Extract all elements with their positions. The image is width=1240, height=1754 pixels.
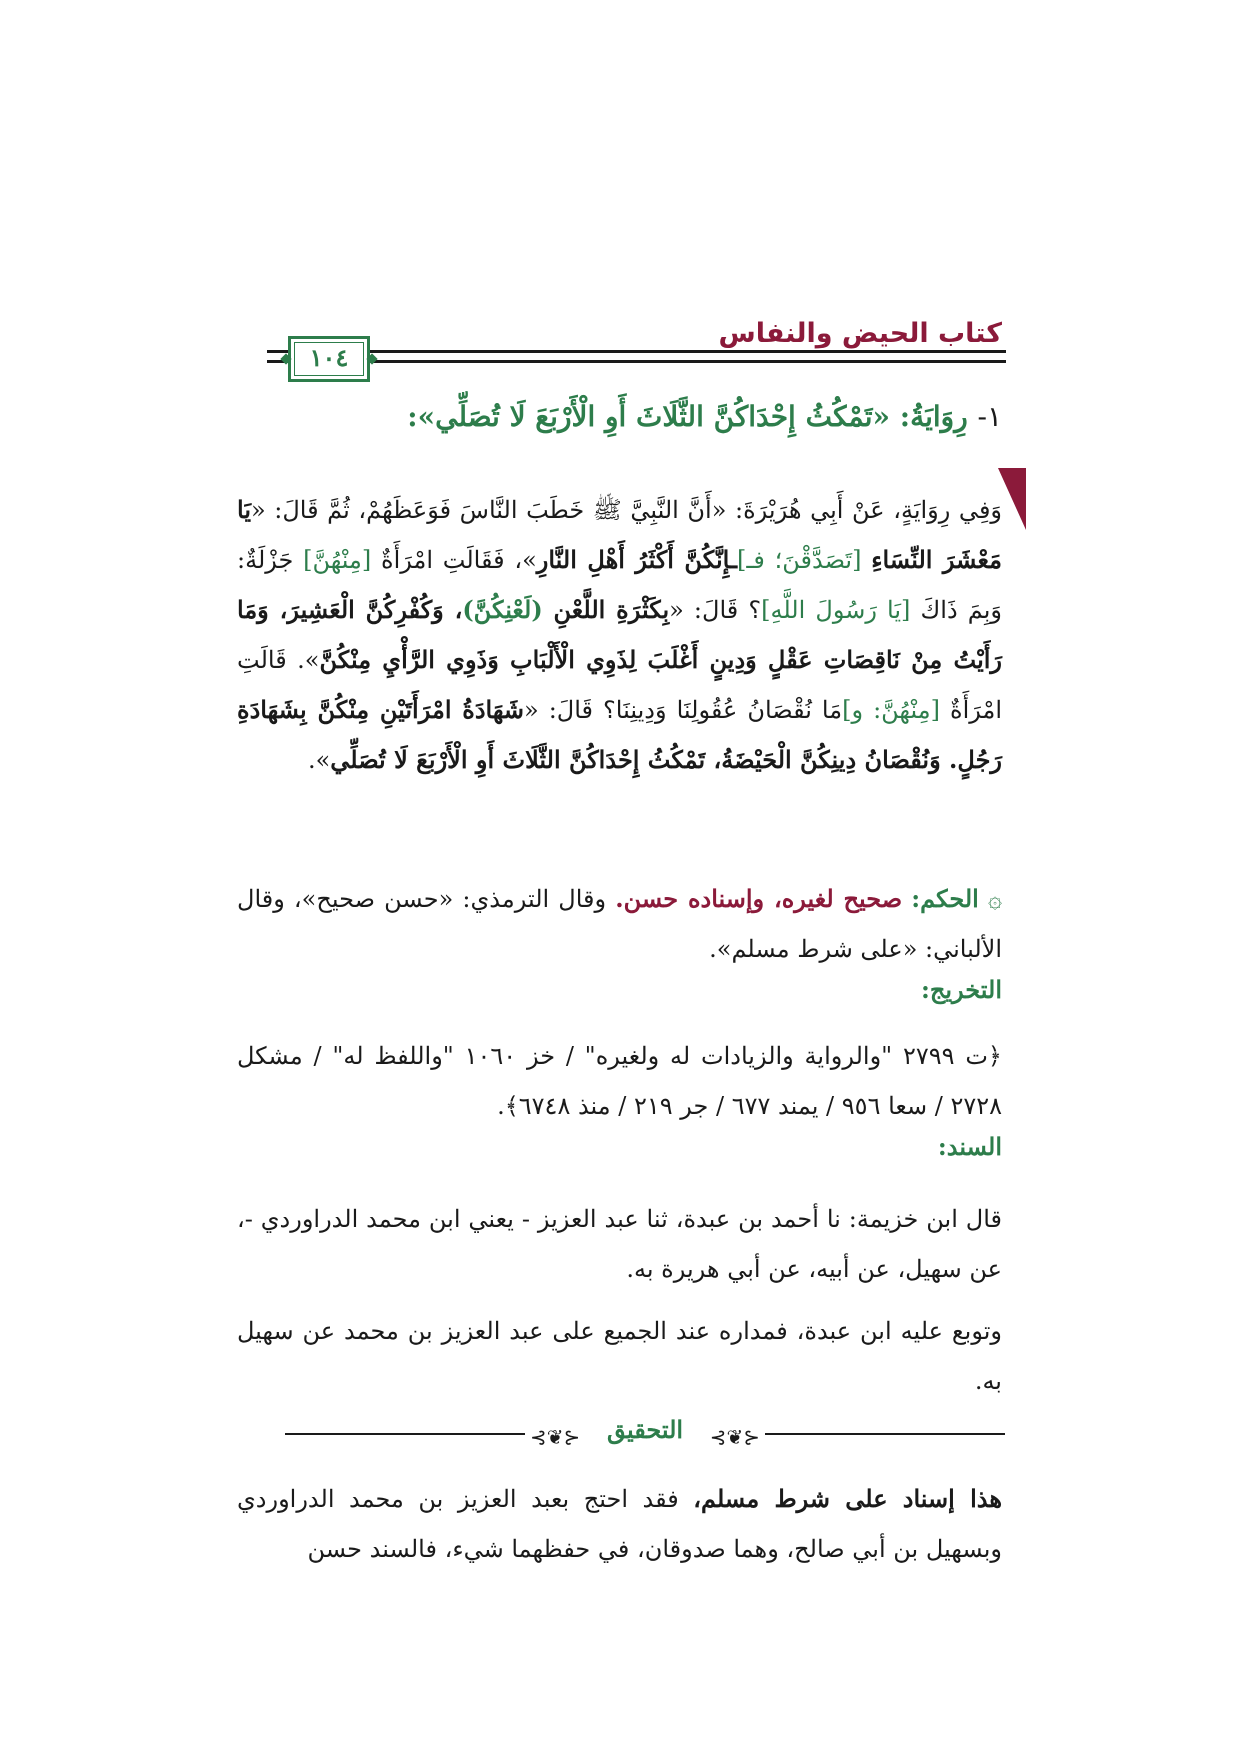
variant-addition: [مِنْهُنَّ: و] <box>842 696 940 724</box>
ruling-paragraph <box>237 874 1002 974</box>
book-title: كتاب الحيض والنفاس <box>718 318 1002 349</box>
hadith-segment: وَفِي رِوَايَةٍ، عَنْ أَبِي هُرَيْرَةَ: «أَنَّ النَّبِيَّ ﷺ خَطَبَ النَّاسَ فَوَعَظَهُمْ، ثُمَّ قَالَ: « <box>251 496 1002 524</box>
hadith-segment: »، فَقَالَتِ امْرَأَةٌ <box>371 546 537 574</box>
header-rule-top <box>267 350 1006 353</box>
hadith-segment: ». <box>307 746 331 774</box>
swirl-ornament-icon: ⊰❦⊱ <box>530 1425 581 1449</box>
section-title-text: رِوَايَةُ: «تَمْكُثُ إِحْدَاكُنَّ الثَّلَاثَ أَوِ الْأَرْبَعَ لَا تُصَلِّي»: <box>407 400 968 433</box>
hadith-segment: ». قَالَتِ امْرَأَةٌ <box>237 646 1003 724</box>
tahqiq-heading: التحقيق <box>606 1415 684 1444</box>
header-rule-bottom <box>267 360 1006 363</box>
hadith-segment: جَزْلَةٌ: وَبِمَ ذَاكَ <box>237 546 1002 624</box>
prophetic-quote: يَا مَعْشَرَ النِّسَاءِ <box>237 495 1002 574</box>
takhrij-text: ﴿ت ٢٧٩٩ "والرواية والزيادات له ولغيره" / خز ١٠٦٠ "واللفظ له" / مشكل ٢٧٢٨ / سعا ٩٥٦ / يمند ٦٧٧ / جر ٢١٩ / منذ ٦٧٤٨﴾. <box>237 1042 1002 1120</box>
hadith-segment: مَا نُقْصَانُ عُقُولِنَا وَدِينِنَا؟ قَالَ: « <box>524 696 843 724</box>
ruling-rest: وقال الترمذي: «حسن صحيح»، وقال الألباني: «على شرط مسلم». <box>237 885 1002 963</box>
ruling-label: الحكم: <box>911 884 979 913</box>
variant-addition: [يَا رَسُولَ اللَّهِ] <box>761 596 911 624</box>
swirl-ornament-icon: ⊰❦⊱ <box>709 1425 760 1449</box>
variant-addition: [مِنْهُنَّ] <box>303 546 372 574</box>
prophetic-quote: شَهَادَةُ امْرَأَتَيْنِ مِنْكُنَّ بِشَهَادَةِ رَجُلٍ. وَنُقْصَانُ دِينِكُنَّ الْحَيْضَةُ، تَمْكُثُ إِحْدَاكُنَّ الثَّلَاثَ أَوِ الْأَرْبَعَ لَا تُصَلِّي <box>237 695 1002 774</box>
tahqiq-lead: هذا إسناد على شرط مسلم، <box>693 1484 1002 1513</box>
prophetic-quote: بِكَثْرَةِ اللَّعْنِ <box>553 595 670 624</box>
prophetic-quote: ، وَكُفْرِكُنَّ الْعَشِيرَ، وَمَا رَأَيْتُ مِنْ نَاقِصَاتِ عَقْلٍ وَدِينٍ أَغْلَبَ لِذَوِي الْأَلْبَابِ وَذَوِي الرَّأْيِ مِنْكُنَّ <box>237 595 1003 674</box>
sanad-paragraph-2: وتوبع عليه ابن عبدة، فمداره عند الجميع على عبد العزيز بن محمد عن سهيل به. <box>237 1317 1002 1395</box>
flower-ornament-icon: ۞ <box>987 885 1002 913</box>
variant-addition: (لَعْنِكُنَّ) <box>462 595 554 624</box>
hadith-text <box>237 485 1002 785</box>
sanad-paragraph-1: قال ابن خزيمة: نا أحمد بن عبدة، ثنا عبد العزيز - يعني ابن محمد الدراوردي -، عن سهيل، عن أبيه، عن أبي هريرة به. <box>237 1205 1002 1283</box>
page-number-frame <box>288 336 370 382</box>
corner-ornament-icon <box>998 468 1026 530</box>
variant-addition: [تَصَدَّقْنَ؛ فـ] <box>736 546 872 574</box>
tahqiq-text: فقد احتج بعبد العزيز بن محمد الدراوردي وبسهيل بن أبي صالح، وهما صدوقان، في حفظهما شيء، فالسند حسن <box>237 1485 1002 1563</box>
takhrij-heading: التخريج: <box>921 975 1002 1004</box>
prophetic-quote: ـإِنَّكُنَّ أَكْثَرُ أَهْلِ النَّارِ <box>536 545 737 574</box>
page-number: ١٠٤ <box>309 343 349 372</box>
sanad-heading: السند: <box>937 1132 1002 1161</box>
tahqiq-divider <box>285 1415 1005 1451</box>
section-number: ١- <box>977 400 1002 433</box>
section-title <box>242 400 1002 433</box>
tahqiq-paragraph <box>237 1474 1002 1574</box>
ruling-verdict: صحيح لغيره، وإسناده حسن. <box>615 884 903 913</box>
hadith-segment: ؟ قَالَ: « <box>669 596 762 624</box>
